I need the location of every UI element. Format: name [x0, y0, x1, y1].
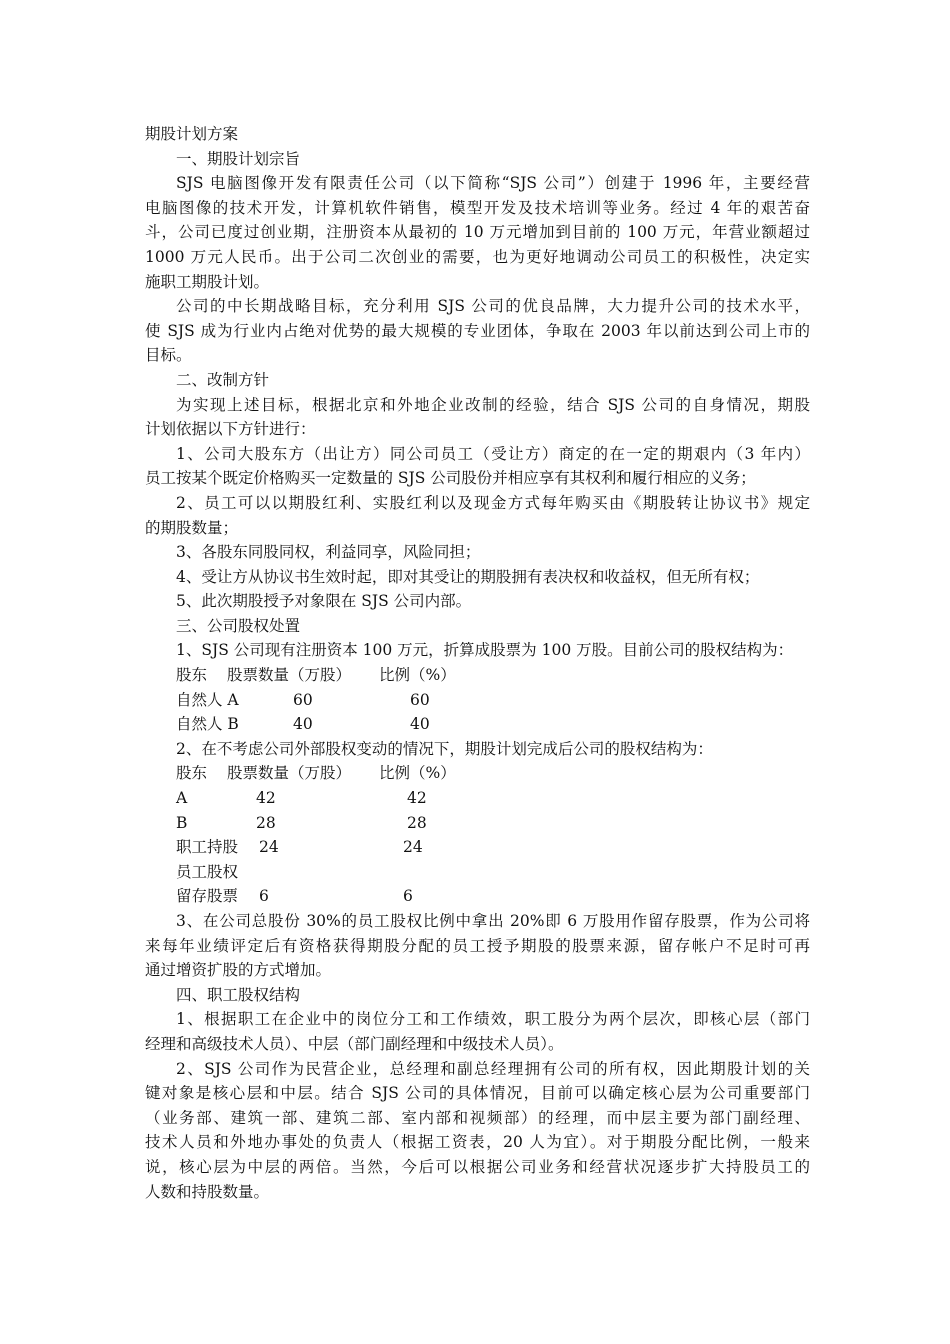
- equity-item-1: 1、SJS 公司现有注册资本 100 万元，折算成股票为 100 万股。目前公司的股权结构为：: [176, 641, 794, 660]
- table-cell: 自然人 B: [176, 715, 239, 734]
- equity-item-2: 2、在不考虑公司外部股权变动的情况下，期股计划完成后公司的股权结构为：: [176, 739, 713, 758]
- table-header-cell: 比例（%）: [379, 666, 456, 685]
- paragraph-line: 员工按某个既定价格购买一定数量的 SJS 公司股份并相应享有其权利和履行相应的义务；: [145, 469, 756, 488]
- paragraph-line: 计划依据以下方针进行：: [145, 420, 316, 439]
- table-cell: 24: [403, 838, 423, 857]
- paragraph-line: 人数和持股数量。: [145, 1182, 270, 1201]
- table-row: [145, 884, 810, 909]
- paragraph-line: 斗，公司已度过创业期，注册资本从最初的 10 万元增加到目前的 100 万元，年营业额超过: [145, 223, 810, 242]
- paragraph-strategy: [145, 294, 810, 368]
- paragraph-line: 1、根据职工在企业中的岗位分工和工作绩效，职工股分为两个层次，即核心层（部门: [176, 1010, 810, 1029]
- policy-item-4: 4、受让方从协议书生效时起，即对其受让的期股拥有表决权和收益权，但无所有权；: [176, 567, 760, 586]
- equity-table-current: [145, 663, 810, 737]
- paragraph-line: 说，核心层为中层的两倍。当然，今后可以根据公司业务和经营状况逐步扩大持股员工的: [145, 1157, 810, 1176]
- paragraph-line: 电脑图像的技术开发，计算机软件销售，模型开发及技术培训等业务。经过 4 年的艰苦奋: [145, 198, 810, 217]
- section-heading-employee-equity: 四、职工股权结构: [176, 985, 301, 1004]
- table-cell: 自然人 A: [176, 690, 239, 709]
- paragraph-line: 通过增资扩股的方式增加。: [145, 961, 332, 980]
- policy-item-1: [145, 442, 810, 491]
- paragraph-line: 3、在公司总股份 30%的员工股权比例中拿出 20%即 6 万股用作留存股票，作为公司将: [176, 912, 810, 930]
- paragraph-line: 施职工期股计划。: [145, 272, 270, 291]
- policy-item-3: 3、各股东同股同权，利益同享，风险同担；: [176, 543, 481, 562]
- document-page: [145, 122, 810, 1204]
- table-row: [145, 786, 810, 811]
- table-cell: 40: [293, 715, 313, 734]
- paragraph-line: （业务部、建筑一部、建筑二部、室内部和视频部）的经理，而中层主要为部门副经理、: [145, 1108, 810, 1127]
- policy-item-5: 5、此次期股授予对象限在 SJS 公司内部。: [176, 592, 472, 611]
- section-heading-equity: 三、公司股权处置: [176, 616, 301, 635]
- paragraph-line: 经理和高级技术人员）、中层（部门副经理和中级技术人员）。: [145, 1034, 564, 1053]
- table-cell: 60: [293, 690, 313, 709]
- employee-equity-item-2: [145, 1057, 810, 1205]
- paragraph-line: 公司的中长期战略目标，充分利用 SJS 公司的优良品牌，大力提升公司的技术水平，: [176, 297, 810, 316]
- paragraph-line: 键对象是核心层和中层。结合 SJS 公司的具体情况，目前可以确定核心层为公司重要部门: [145, 1084, 810, 1103]
- paragraph-policy-intro: [145, 393, 810, 442]
- policy-item-2: [145, 491, 810, 540]
- paragraph-line: 2、SJS 公司作为民营企业，总经理和副总经理拥有公司的所有权，因此期股计划的关: [176, 1059, 810, 1078]
- equity-table-after: [145, 761, 810, 909]
- table-cell: A: [176, 789, 188, 808]
- table-row: [145, 811, 810, 836]
- paragraph-line: SJS 电脑图像开发有限责任公司（以下简称“SJS 公司”）创建于 1996 年，主要经营: [176, 174, 810, 193]
- paragraph-line: 使 SJS 成为行业内占绝对优势的最大规模的专业团体，争取在 2003 年以前达到公司上市的: [145, 321, 810, 340]
- table-header-row: [145, 761, 810, 786]
- table-header-cell: 股东: [176, 764, 208, 783]
- table-cell: 员工股权: [176, 862, 239, 881]
- table-row: [145, 712, 810, 737]
- table-cell: 42: [256, 789, 276, 808]
- document-title: 期股计划方案: [145, 125, 239, 143]
- table-cell: 42: [407, 789, 427, 808]
- paragraph-line: 来每年业绩评定后有资格获得期股分配的员工授予期股的股票来源，留存帐户不足时可再: [145, 936, 810, 955]
- table-cell: B: [176, 813, 188, 832]
- table-header-cell: 股东: [176, 666, 208, 685]
- section-heading-policy: 二、改制方针: [176, 370, 270, 389]
- equity-item-3: [145, 909, 810, 983]
- paragraph-line: 1000 万元人民币。出于公司二次创业的需要，也为更好地调动公司员工的积极性，决定实: [145, 247, 810, 266]
- table-cell: 留存股票: [176, 887, 239, 906]
- table-cell: 职工持股: [176, 838, 239, 857]
- table-cell: 28: [407, 813, 427, 832]
- table-row: [145, 860, 810, 885]
- table-row: [145, 688, 810, 713]
- paragraph-line: 2、员工可以以期股红利、实股红利以及现金方式每年购买由《期股转让协议书》规定: [176, 493, 810, 512]
- table-header-row: [145, 663, 810, 688]
- paragraph-company-intro: [145, 171, 810, 294]
- paragraph-line: 1、公司大股东方（出让方）同公司员工（受让方）商定的在一定的期艰内（3 年内）: [176, 444, 810, 463]
- paragraph-line: 技术人员和外地办事处的负责人（根据工资表，20 人为宜）。对于期股分配比例，一般来: [145, 1133, 810, 1152]
- table-cell: 28: [256, 813, 276, 832]
- paragraph-line: 的期股数量；: [145, 518, 239, 537]
- paragraph-line: 为实现上述目标，根据北京和外地企业改制的经验，结合 SJS 公司的自身情况，期股: [176, 395, 810, 414]
- table-cell: 6: [259, 887, 269, 906]
- table-header-cell: 比例（%）: [379, 764, 456, 783]
- section-heading-purpose: 一、期股计划宗旨: [176, 149, 301, 168]
- table-row: [145, 835, 810, 860]
- table-cell: 6: [403, 887, 413, 906]
- paragraph-line: 目标。: [145, 346, 192, 365]
- table-cell: 40: [410, 715, 430, 734]
- employee-equity-item-1: [145, 1007, 810, 1056]
- table-header-cell: 股票数量（万股）: [227, 666, 352, 685]
- table-header-cell: 股票数量（万股）: [227, 764, 352, 783]
- table-cell: 24: [259, 838, 279, 857]
- table-cell: 60: [410, 690, 430, 709]
